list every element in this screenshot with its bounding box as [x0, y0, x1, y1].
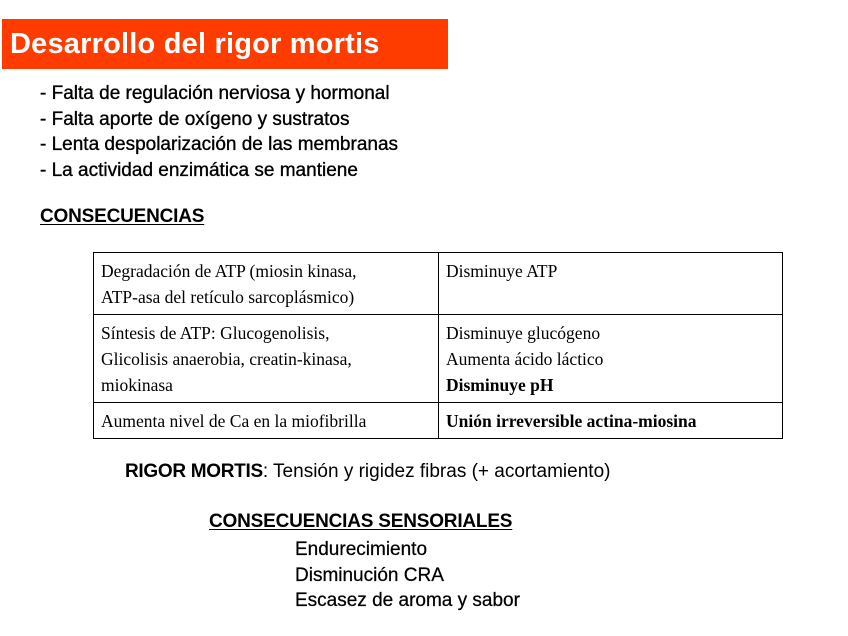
table-cell-effect	[439, 253, 783, 315]
table-cell-effect	[439, 403, 783, 439]
consequences-table	[93, 252, 783, 439]
table-cell-effect	[439, 315, 783, 403]
title-banner	[2, 19, 448, 69]
cause-item: - Falta de regulación nerviosa y hormonal	[40, 83, 390, 104]
consecuencias-heading: CONSECUENCIAS	[40, 206, 205, 227]
cell-line: miokinasa	[101, 375, 173, 395]
cause-item: - Lenta despolarización de las membranas	[40, 134, 399, 155]
cell-line: Glicolisis anaerobia, creatin-kinasa,	[101, 349, 352, 369]
sensory-list	[295, 537, 520, 614]
table-cell-cause	[94, 315, 439, 403]
table-cell-cause	[94, 253, 439, 315]
rigor-mortis-definition	[125, 461, 610, 483]
sensoriales-heading: CONSECUENCIAS SENSORIALES	[209, 511, 513, 532]
cell-line: Síntesis de ATP: Glucogenolisis,	[101, 323, 330, 343]
sensory-item: Endurecimiento	[295, 539, 428, 560]
cause-item: - Falta aporte de oxígeno y sustratos	[40, 108, 350, 130]
rigor-label: RIGOR MORTIS	[125, 461, 263, 482]
cell-line: Disminuye ATP	[446, 261, 558, 281]
table-row	[94, 315, 783, 403]
slide-title: Desarrollo del rigor mortis	[10, 27, 380, 60]
cell-line: Aumenta nivel de Ca en la miofibrilla	[101, 411, 367, 431]
table-row	[94, 253, 783, 315]
rigor-text: : Tensión y rigidez fibras (+ acortamiento)	[262, 461, 611, 482]
table-cell-cause	[94, 403, 439, 439]
cell-line-bold: Unión irreversible actina-miosina	[446, 411, 697, 431]
cell-line: ATP-asa del retículo sarcoplásmico)	[101, 287, 355, 307]
cell-line-bold: Disminuye pH	[446, 375, 554, 395]
sensory-item: Disminución CRA	[295, 564, 444, 586]
cell-line: Degradación de ATP (miosin kinasa,	[101, 261, 357, 281]
table-row	[94, 403, 783, 439]
cause-item: - La actividad enzimática se mantiene	[40, 159, 358, 181]
sensory-item: Escasez de aroma y sabor	[295, 590, 520, 611]
cell-line: Disminuye glucógeno	[446, 323, 601, 343]
cell-line: Aumenta ácido láctico	[446, 349, 604, 369]
cause-list	[40, 81, 398, 183]
